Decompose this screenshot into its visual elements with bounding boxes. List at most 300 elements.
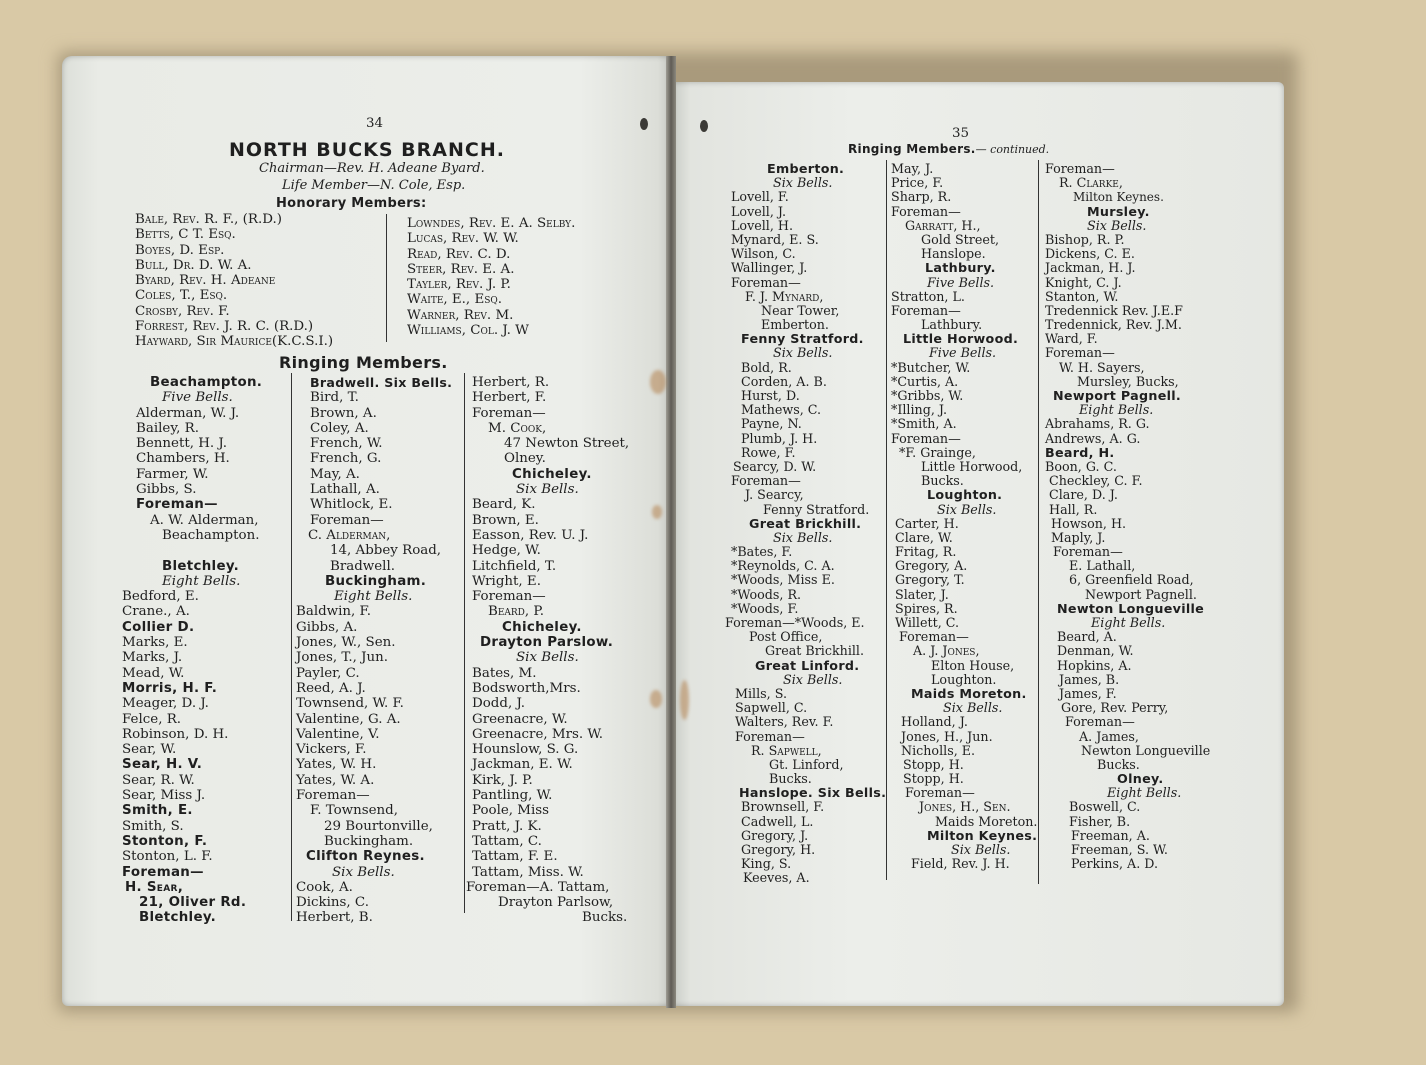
parish-heading: Loughton. [927, 487, 1003, 503]
foreman-entry: C. Alderman, [308, 527, 391, 543]
member-entry: Hopkins, A. [1057, 657, 1132, 673]
member-entry: Freeman, A. [1071, 827, 1150, 843]
member-entry: Forrest, Rev. J. R. C. (R.D.) [135, 319, 314, 335]
member-entry: Bodsworth,Mrs. [472, 680, 581, 696]
foreman-entry: A. W. Alderman, [150, 512, 259, 528]
member-entry: Walters, Rev. F. [735, 714, 834, 730]
member-entry: Wallinger, J. [731, 260, 808, 276]
address-line: Near Tower, [761, 302, 840, 318]
bells-note: Eight Bells. [1091, 615, 1166, 630]
member-entry: Jackman, E. W. [472, 757, 573, 773]
member-entry: May, A. [310, 466, 360, 482]
member-entry: Knight, C. J. [1045, 274, 1122, 290]
foreman-label: Foreman— [1045, 161, 1115, 176]
member-entry: *Butcher, W. [891, 359, 971, 375]
foreman-label: Foreman— [905, 785, 975, 801]
member-entry: Mynard, E. S. [731, 231, 819, 247]
address-line: Fenny Stratford. [763, 501, 870, 517]
foreman-label: Foreman— [735, 728, 805, 744]
member-entry: James, B. [1059, 671, 1120, 687]
member-entry: Herbert, B. [296, 910, 373, 926]
member-entry: Hayward, Sir Maurice(K.C.S.I.) [135, 334, 334, 350]
foreman-address: Chicheley. [502, 619, 582, 635]
member-entry: James, F. [1059, 685, 1117, 701]
bells-note: Five Bells. [162, 390, 233, 406]
member-entry: Gregory, H. [741, 842, 816, 857]
member-entry: Beard, H. [1045, 444, 1115, 460]
member-entry: Stonton, L. F. [122, 849, 213, 865]
member-entry: Hedge, W. [472, 543, 541, 559]
member-entry: Sear, Miss J. [122, 788, 206, 804]
member-entry: Brown, E. [472, 512, 539, 528]
member-entry: Chambers, H. [136, 451, 230, 467]
member-entry: Jones, W., Sen. [296, 635, 396, 651]
member-entry: Morris, H. F. [122, 680, 218, 696]
parish-heading: Lathbury. [925, 260, 996, 276]
foxing-stain [650, 690, 662, 708]
member-entry: King, S. [741, 856, 792, 872]
honorary-list-2 [407, 216, 575, 338]
member-entry: Brown, A. [310, 405, 377, 421]
member-entry: Tayler, Rev. J. P. [407, 277, 511, 293]
member-entry: Fritag, R. [895, 544, 957, 560]
foreman-entry: R. Sapwell, [751, 742, 822, 758]
address-line: Bucks. [769, 771, 812, 787]
member-entry: Bale, Rev. R. F., (R.D.) [135, 212, 282, 227]
parish-heading: Hanslope. Six Bells. [739, 785, 887, 801]
chairman-line: Chairman—Rev. H. Adeane Byard. [259, 161, 485, 176]
member-entry: *Smith, A. [891, 416, 957, 432]
bells-note: Five Bells. [927, 274, 995, 290]
ringing-heading: Ringing Members. [279, 353, 448, 372]
member-entry: Hurst, D. [741, 388, 800, 403]
member-entry: Bishop, R. P. [1045, 231, 1125, 247]
foreman-label: Foreman— [899, 629, 969, 645]
member-entry: Tattam, Miss. W. [472, 864, 584, 880]
bells-note: Eight Bells. [162, 573, 241, 589]
member-entry: Felce, R. [122, 711, 182, 727]
bells-note: Six Bells. [773, 345, 833, 361]
ringing-list-col1 [122, 375, 287, 926]
page-number-text: 35 [952, 126, 970, 141]
member-entry: French, G. [310, 451, 382, 467]
member-entry: Beard, A. [1057, 629, 1117, 645]
bells-note: Six Bells. [783, 671, 843, 687]
member-entry: Herbert, F. [472, 390, 547, 406]
member-entry: Valentine, V. [296, 726, 380, 742]
member-entry: *Woods, F. [731, 600, 799, 616]
member-entry: *Woods, Miss E. [731, 572, 835, 588]
member-entry: Brownsell, F. [741, 799, 825, 815]
spacer [122, 543, 287, 558]
foreman-entry: Garratt, H., [905, 217, 981, 233]
foreman-entry: A. James, [1079, 728, 1139, 744]
member-entry: Hounslow, S. G. [472, 742, 579, 758]
address-line: Hanslope. [921, 246, 986, 262]
member-entry: Marks, E. [122, 635, 188, 651]
right-list-col2 [891, 162, 1036, 871]
book-gutter [666, 56, 676, 1008]
member-entry: Bedford, E. [122, 589, 199, 605]
foreman-label: Foreman— [310, 512, 384, 528]
member-entry: Bailey, R. [136, 420, 199, 436]
member-entry: Gibbs, S. [136, 482, 197, 498]
member-entry: Williams, Col. J. W [407, 323, 529, 339]
parish-heading: Mursley. [1087, 203, 1150, 219]
member-entry: Ward, F. [1045, 331, 1098, 347]
foreman-label: Foreman— [296, 788, 370, 804]
foreman-label: Foreman— [122, 864, 204, 880]
continued-heading [848, 142, 1049, 157]
staple-hole [640, 118, 648, 130]
parish-heading: Great Linford. [755, 657, 860, 673]
foreman-label: Foreman— [891, 302, 961, 318]
member-entry: Stratton, L. [891, 288, 965, 304]
member-entry: Crane., A. [122, 604, 190, 620]
address-line: Little Horwood, [921, 458, 1023, 474]
address-line: Olney. [504, 451, 546, 467]
address-line: 29 Bourtonville, [324, 818, 433, 834]
ringing-list-col2 [296, 375, 461, 926]
address-line: Beachampton. [162, 527, 260, 543]
member-entry: Whitlock, E. [310, 497, 393, 513]
life-member-line: Life Member—N. Cole, Esp. [282, 178, 466, 193]
member-entry: Valentine, G. A. [296, 711, 401, 727]
member-entry: Smith, E. [122, 803, 193, 819]
member-entry: Cadwell, L. [741, 813, 814, 829]
member-entry: *Gribbs, W. [891, 388, 964, 403]
parish-heading: Bradwell. Six Bells. [310, 375, 453, 390]
bells-note: Six Bells. [332, 864, 395, 880]
bells-note: Eight Bells. [1079, 402, 1154, 418]
member-entry: Checkley, C. F. [1049, 473, 1143, 489]
column-divider [464, 373, 465, 913]
parish-heading: Beachampton. [150, 375, 263, 390]
foreman-entry: F. J. Mynard, [745, 288, 824, 304]
foreman-entry: W. H. Sayers, [1059, 359, 1145, 375]
address-line: 47 Newton Street, [504, 436, 630, 452]
parish-heading: Drayton Parslow. [480, 635, 614, 651]
member-entry: Sharp, R. [891, 189, 952, 205]
bells-note: Five Bells. [929, 345, 997, 361]
address-line: Great Brickhill. [765, 643, 865, 659]
foreman-label: Foreman— [891, 430, 961, 446]
address-line: Bletchley. [139, 910, 217, 926]
member-entry: Carter, H. [895, 515, 959, 531]
member-entry: Sear, R. W. [122, 772, 195, 788]
member-entry: Alderman, W. J. [136, 405, 240, 421]
member-entry: Meager, D. J. [122, 696, 209, 712]
member-entry: Tredennick Rev. J.E.F [1045, 302, 1183, 318]
member-entry: Searcy, D. W. [733, 458, 817, 474]
member-entry: Mathews, C. [741, 402, 822, 418]
member-entry: Marks, J. [122, 650, 183, 666]
member-entry: Crosby, Rev. F. [135, 303, 230, 319]
heading-text: Ringing Members. [848, 142, 976, 156]
foreman-label: Foreman— [891, 203, 961, 219]
member-entry: Tattam, C. [472, 833, 542, 849]
foreman-label: Foreman— [472, 405, 546, 421]
parish-heading: Newport Pagnell. [1053, 388, 1182, 403]
foreman-label: Foreman— [136, 497, 218, 513]
right-list-col3 [1045, 162, 1235, 871]
member-entry: Greenacre, W. [472, 711, 568, 727]
member-entry: Tattam, F. E. [472, 849, 558, 865]
member-entry: Dodd, J. [472, 696, 526, 712]
foreman-label: Foreman— [731, 274, 801, 290]
address-line: Drayton Parlsow, [498, 895, 614, 911]
parish-heading: Buckingham. [325, 573, 427, 589]
member-entry: Mead, W. [122, 665, 185, 681]
member-entry: Payne, N. [741, 416, 802, 432]
foreman-entry: E. Lathall, [1069, 558, 1136, 574]
member-entry: Bull, Dr. D. W. A. [135, 257, 252, 273]
member-entry: Vickers, F. [296, 742, 367, 758]
member-entry: Pantling, W. [472, 788, 553, 804]
member-entry: Sear, H. V. [122, 757, 203, 773]
member-entry: Reed, A. J. [296, 680, 366, 696]
member-entry: Fisher, B. [1069, 813, 1131, 829]
member-entry: Willett, C. [895, 615, 960, 630]
member-entry: Farmer, W. [136, 466, 209, 482]
address-line: Newport Pagnell. [1085, 586, 1197, 602]
member-entry: Slater, J. [895, 586, 949, 602]
member-entry: Lathall, A. [310, 482, 380, 498]
member-entry: Wright, E. [472, 573, 541, 589]
foreman-entry: A. J. Jones, [913, 643, 980, 659]
member-entry: Lowndes, Rev. E. A. Selby. [407, 216, 576, 231]
member-entry: Clare, W. [895, 529, 953, 545]
member-entry: Stanton, W. [1045, 288, 1119, 304]
member-entry: Poole, Miss [472, 803, 550, 819]
parish-heading: Great Brickhill. [749, 515, 862, 531]
member-entry: Lovell, F. [731, 189, 789, 205]
member-entry: Townsend, W. F. [296, 696, 404, 712]
foreman-label: Foreman— [472, 589, 546, 605]
member-entry: Kirk, J. P. [472, 772, 533, 788]
member-entry: Dickins, C. [296, 895, 369, 911]
member-entry: Boswell, C. [1069, 799, 1141, 815]
honorary-list-1 [135, 212, 333, 350]
foreman-entry: J. Searcy, [745, 487, 804, 503]
right-list-col1 [725, 161, 887, 886]
parish-heading: Milton Keynes. [927, 827, 1038, 843]
member-entry: *Illing, J. [891, 402, 948, 418]
member-entry: Jones, T., Jun. [296, 650, 388, 666]
member-entry: Hall, R. [1049, 501, 1098, 517]
member-entry: Lovell, H. [731, 217, 794, 233]
bells-note: Six Bells. [773, 529, 833, 545]
address-line: Emberton. [761, 317, 829, 333]
branch-title: NORTH BUCKS BRANCH. [229, 139, 505, 161]
member-entry: Andrews, A. G. [1045, 430, 1141, 446]
foxing-stain [652, 505, 662, 519]
foreman-label: Foreman— [1053, 544, 1123, 560]
member-entry: Litchfield, T. [472, 558, 557, 574]
parish-heading: Fenny Stratford. [741, 331, 864, 347]
foreman-entry: Jones, H., Sen. [919, 799, 1011, 815]
member-entry: Read, Rev. C. D. [407, 246, 511, 262]
address-line: Bucks. [582, 910, 628, 926]
foreman-label: Foreman— [731, 473, 801, 489]
parish-heading: Newton Longueville [1057, 600, 1205, 616]
member-entry: Gore, Rev. Perry, [1061, 700, 1169, 716]
member-entry: *Bates, F. [731, 544, 793, 560]
address-line: Gold Street, [921, 231, 999, 247]
member-entry: Coles, T., Esq. [135, 288, 228, 304]
member-entry: Howson, H. [1051, 515, 1127, 531]
bells-note: Six Bells. [516, 482, 579, 498]
parish-heading: Emberton. [767, 161, 845, 176]
foxing-stain [650, 370, 666, 394]
parish-heading: Maids Moreton. [911, 685, 1027, 701]
member-entry: Clare, D. J. [1049, 487, 1118, 503]
address-line: Elton House, [931, 657, 1015, 673]
member-entry: Spires, R. [895, 600, 958, 616]
bells-note: Six Bells. [773, 175, 833, 191]
honorary-heading: Honorary Members: [276, 196, 427, 211]
member-entry: Warner, Rev. M. [407, 307, 514, 323]
member-entry: Wilson, C. [731, 246, 796, 262]
page-number-left: 34 [366, 116, 384, 131]
member-entry: Collier D. [122, 619, 195, 635]
member-entry: Stopp, H. [903, 771, 964, 787]
foreman-entry: F. Townsend, [310, 803, 399, 819]
foreman-entry: R. Clarke, [1059, 175, 1123, 191]
member-entry: Sapwell, C. [735, 700, 808, 716]
member-entry: Coley, A. [310, 420, 369, 436]
member-entry: Boon, G. C. [1045, 458, 1117, 474]
member-entry: Maply, J. [1051, 529, 1106, 545]
member-entry: Gregory, T. [895, 572, 965, 588]
address-line: Mursley, Bucks, [1077, 373, 1179, 389]
member-entry: Robinson, D. H. [122, 726, 229, 742]
bells-note: Six Bells. [516, 650, 579, 666]
address-line: Bradwell. [330, 558, 396, 574]
member-entry: Cook, A. [296, 879, 353, 895]
member-entry: Bennett, H. J. [136, 436, 227, 452]
staple-hole [700, 120, 708, 132]
bells-note: Six Bells. [951, 842, 1011, 857]
member-entry: Bates, M. [472, 665, 537, 681]
member-entry: Keeves, A. [743, 870, 810, 886]
member-entry: Jones, H., Jun. [901, 728, 993, 744]
address-line: Bucks. [921, 473, 964, 489]
member-entry: Herbert, R. [472, 375, 550, 390]
member-entry: Baldwin, F. [296, 604, 372, 620]
page-number-right [952, 126, 969, 141]
member-entry: Stopp, H. [903, 756, 964, 772]
bells-note: Eight Bells. [334, 589, 413, 605]
member-entry: Freeman, S. W. [1071, 842, 1168, 857]
member-entry: *Reynolds, C. A. [731, 558, 835, 574]
foreman-entry: Foreman—*Woods, E. [725, 615, 865, 630]
address-line: Maids Moreton. [935, 813, 1038, 829]
member-entry: Yates, W. A. [296, 772, 375, 788]
column-divider [1038, 160, 1039, 884]
member-entry: Corden, A. B. [741, 373, 827, 389]
address-line: Loughton. [931, 671, 997, 687]
column-divider [291, 373, 292, 921]
address-line: Milton Keynes. [1073, 190, 1164, 205]
address-line: 21, Oliver Rd. [139, 895, 247, 911]
member-entry: Boyes, D. Esp. [135, 242, 225, 258]
foreman-label: Foreman— [1065, 714, 1135, 730]
member-entry: Pratt, J. K. [472, 818, 542, 834]
member-entry: Perkins, A. D. [1071, 856, 1159, 872]
member-entry: Betts, C T. Esq. [135, 227, 236, 243]
member-entry: Lovell, J. [731, 203, 787, 219]
member-entry: Gregory, A. [895, 558, 968, 574]
address-line: Post Office, [749, 629, 823, 645]
parish-heading: Chicheley. [512, 466, 592, 482]
parish-heading: Bletchley. [162, 558, 240, 574]
member-entry: Stonton, F. [122, 833, 208, 849]
member-entry: Steer, Rev. E. A. [407, 261, 515, 277]
member-entry: Easson, Rev. U. J. [472, 527, 589, 543]
heading-suffix: — continued. [975, 143, 1050, 156]
member-entry: Greenacre, Mrs. W. [472, 726, 604, 742]
member-entry: Bird, T. [310, 390, 359, 406]
member-entry: May, J. [891, 161, 934, 176]
member-entry: Price, F. [891, 175, 944, 191]
member-entry: Gregory, J. [741, 827, 809, 843]
foxing-stain [680, 680, 689, 720]
address-line: 6, Greenfield Road, [1069, 572, 1194, 588]
address-line: Bucks. [1097, 756, 1140, 772]
member-entry: Payler, C. [296, 665, 360, 681]
address-line: Newton Longueville [1081, 742, 1211, 758]
foreman-entry: Beard, P. [488, 604, 544, 620]
member-entry: French, W. [310, 436, 383, 452]
member-entry: Waite, E., Esq. [407, 292, 503, 308]
member-entry: Gibbs, A. [296, 619, 358, 635]
member-entry: Plumb, J. H. [741, 430, 818, 446]
member-entry: Beard, K. [472, 497, 536, 513]
member-entry: Tredennick, Rev. J.M. [1045, 317, 1182, 333]
parish-heading: Clifton Reynes. [306, 849, 425, 865]
foreman-entry: H. Sear, [125, 879, 184, 895]
foreman-entry: M. Cook, [488, 420, 547, 436]
column-divider [386, 214, 387, 342]
member-entry: Jackman, H. J. [1045, 260, 1136, 276]
member-entry: Nicholls, E. [901, 742, 976, 758]
bells-note: Eight Bells. [1107, 785, 1182, 801]
member-entry: *Curtis, A. [891, 373, 959, 389]
address-line: Buckingham. [324, 833, 414, 849]
foreman-entry: Foreman—A. Tattam, [466, 879, 610, 895]
member-entry: Lucas, Rev. W. W. [407, 231, 519, 247]
member-entry: Byard, Rev. H. Adeane [135, 273, 276, 289]
column-divider [886, 160, 887, 880]
foreman-entry: *F. Grainge, [899, 444, 976, 460]
member-entry: Dickens, C. E. [1045, 246, 1135, 262]
member-entry: Holland, J. [901, 714, 968, 730]
member-entry: Sear, W. [122, 742, 177, 758]
member-entry: *Woods, R. [731, 586, 802, 602]
ringing-list-col3 [466, 375, 632, 926]
parish-heading: Olney. [1117, 771, 1164, 787]
parish-heading: Little Horwood. [903, 331, 1019, 347]
bells-note: Six Bells. [937, 501, 997, 517]
member-entry: Smith, S. [122, 818, 184, 834]
member-entry: Field, Rev. J. H. [911, 856, 1010, 872]
member-entry: Yates, W. H. [296, 757, 377, 773]
address-line: 14, Abbey Road, [330, 543, 442, 559]
member-entry: Mills, S. [735, 685, 788, 701]
bells-note: Six Bells. [1087, 217, 1147, 233]
foreman-label: Foreman— [1045, 345, 1115, 361]
